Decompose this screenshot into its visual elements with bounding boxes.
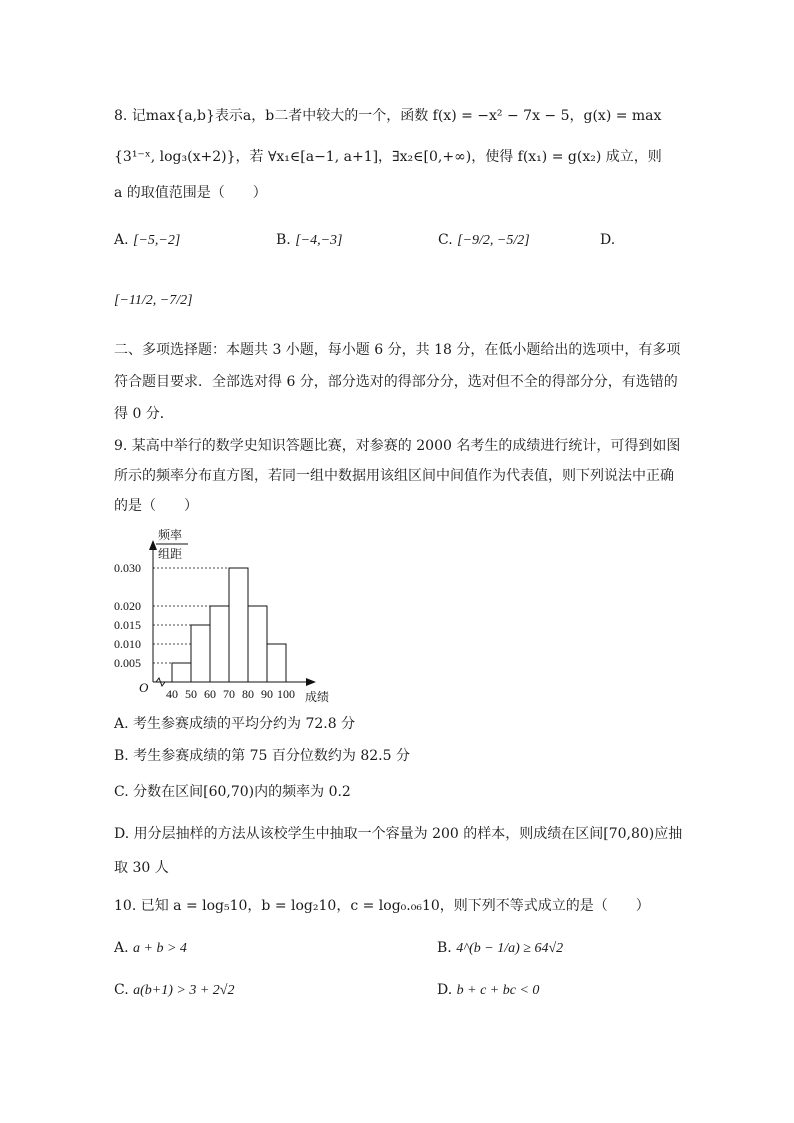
q9-line-3: 的是（ ） bbox=[114, 498, 198, 514]
q9-line-1: 9. 某高中举行的数学史知识答题比赛，对参赛的 2000 名考生的成绩进行统计，可得到如图 bbox=[114, 438, 681, 454]
q9-option-a bbox=[114, 714, 355, 734]
q10-option-a bbox=[114, 938, 187, 959]
x-tick-label: 90 bbox=[261, 687, 273, 701]
option-label: C. bbox=[438, 232, 453, 248]
section2-line-2: 符合题目要求．全部选对得 6 分，部分选对的得部分分，选对但不全的得部分分，有选错的 bbox=[114, 374, 678, 390]
q10-option-b bbox=[437, 938, 563, 959]
q9-option-c bbox=[114, 782, 351, 802]
option-label: A. bbox=[114, 232, 129, 248]
q9-option-d-continued: 取 30 人 bbox=[114, 860, 169, 876]
option-text: a(b+1) > 3 + 2√2 bbox=[133, 983, 235, 998]
origin-label: O bbox=[139, 680, 149, 695]
histogram-bar bbox=[172, 663, 191, 682]
q9-line-2: 所示的频率分布直方图，若同一组中数据用该组区间中间值作为代表值，则下列说法中正确 bbox=[114, 468, 674, 484]
q8-option-c bbox=[438, 230, 530, 251]
histogram-bar bbox=[191, 625, 210, 682]
q8-option-d-label bbox=[600, 230, 615, 250]
option-label: C. bbox=[114, 784, 129, 800]
option-label: A. bbox=[114, 940, 129, 956]
y-label-bottom: 组距 bbox=[158, 547, 183, 561]
x-axis-label: 成绩 bbox=[305, 690, 330, 704]
option-text: 用分层抽样的方法从该校学生中抽取一个容量为 200 的样本，则成绩在区间[70,80)应抽 bbox=[133, 826, 683, 842]
y-tick-label: 0.010 bbox=[114, 637, 141, 651]
x-tick-label: 100 bbox=[277, 687, 295, 701]
y-tick-label: 0.015 bbox=[114, 618, 141, 632]
y-tick-label: 0.005 bbox=[114, 656, 141, 670]
q8-line-3: a 的取值范围是（ ） bbox=[114, 185, 267, 201]
q8-line-2: {3¹⁻ˣ, log₃(x+2)}，若 ∀x₁∈[a−1, a+1]，∃x₂∈[0,+∞)，使得 f(x₁) = g(x₂) 成立，则 bbox=[114, 149, 662, 165]
option-text: [−9/2, −5/2] bbox=[457, 233, 530, 248]
section2-line-3: 得 0 分． bbox=[114, 406, 174, 422]
option-label: C. bbox=[114, 982, 129, 998]
histogram-bar bbox=[267, 644, 286, 682]
q10-option-d bbox=[437, 980, 539, 1001]
q10-line-1: 10. 已知 a = log₅10，b = log₂10，c = log₀.₀₆10，则下列不等式成立的是（ ） bbox=[114, 898, 650, 914]
option-label: D. bbox=[437, 982, 453, 998]
option-text: [−4,−3] bbox=[295, 233, 343, 248]
y-tick-label: 0.030 bbox=[114, 561, 141, 575]
q8-option-a bbox=[114, 230, 180, 251]
option-label: D. bbox=[600, 232, 616, 248]
option-text: 考生参赛成绩的平均分约为 72.8 分 bbox=[133, 716, 356, 732]
option-label: D. bbox=[114, 826, 130, 842]
option-label: A. bbox=[114, 716, 129, 732]
x-axis-arrow bbox=[306, 678, 316, 686]
option-text: 分数在区间[60,70)内的频率为 0.2 bbox=[133, 784, 351, 800]
section2-line-1: 二、多项选择题：本题共 3 小题，每小题 6 分，共 18 分，在低小题给出的选项中，有多项 bbox=[114, 342, 681, 358]
option-label: B. bbox=[114, 748, 129, 764]
histogram-bar bbox=[229, 568, 248, 682]
option-text: b + c + bc < 0 bbox=[456, 983, 540, 998]
option-text: a + b > 4 bbox=[133, 941, 187, 956]
histogram-bar bbox=[210, 606, 229, 682]
x-tick-label: 80 bbox=[242, 687, 254, 701]
q8-option-b bbox=[276, 230, 343, 251]
q9-option-d bbox=[114, 824, 682, 844]
frequency-histogram bbox=[114, 526, 354, 706]
q8-option-d-text bbox=[114, 290, 193, 311]
q9-option-b bbox=[114, 746, 410, 766]
option-label: B. bbox=[276, 232, 291, 248]
y-label-top: 频率 bbox=[158, 528, 183, 542]
option-text: 考生参赛成绩的第 75 百分位数约为 82.5 分 bbox=[133, 748, 410, 764]
option-text: [−5,−2] bbox=[133, 233, 181, 248]
q10-option-c bbox=[114, 980, 234, 1001]
x-tick-label: 60 bbox=[204, 687, 216, 701]
option-text: [−11/2, −7/2] bbox=[114, 293, 193, 308]
x-tick-label: 50 bbox=[185, 687, 197, 701]
y-tick-label: 0.020 bbox=[114, 599, 141, 613]
x-tick-label: 70 bbox=[223, 687, 235, 701]
q8-line-1: 8. 记max{a,b}表示a，b二者中较大的一个，函数 f(x) = −x² − 7x − 5，g(x) = max bbox=[114, 108, 662, 124]
x-tick-label: 40 bbox=[166, 687, 178, 701]
option-text: 4^(b − 1/a) ≥ 64√2 bbox=[456, 941, 564, 956]
y-axis-arrow bbox=[149, 540, 157, 550]
histogram-bar bbox=[248, 606, 267, 682]
option-label: B. bbox=[437, 940, 452, 956]
